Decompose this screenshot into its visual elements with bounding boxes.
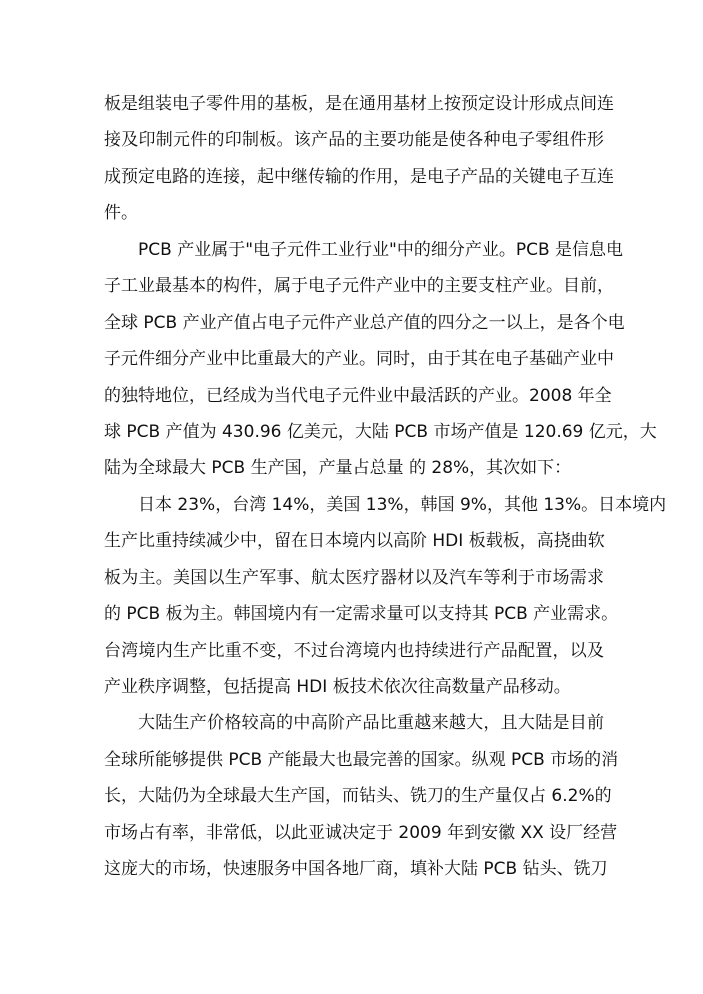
paragraph-3-line-1: 日本 23%，台湾 14%，美国 13%，韩国 9%，其他 13%。日本境内 bbox=[138, 494, 667, 515]
paragraph-4-line-2: 全球所能够提供 PCB 产能最大也最完善的国家。纵观 PCB 市场的消 bbox=[104, 749, 619, 770]
paragraph-2-line-3: 全球 PCB 产业产值占电子元件产业总产值的四分之一以上，是各个电 bbox=[104, 312, 625, 333]
paragraph-4-line-3: 长，大陆仍为全球最大生产国，而钻头、铣刀的生产量仅占 6.2%的 bbox=[104, 786, 612, 807]
paragraph-4-line-1: 大陆生产价格较高的中高阶产品比重越来越大，且大陆是目前 bbox=[138, 713, 604, 734]
paragraph-2-line-5: 的独特地位，已经成为当代电子元件业中最活跃的产业。2008 年全 bbox=[104, 385, 612, 406]
paragraph-4-line-5: 这庞大的市场，快速服务中国各地厂商，填补大陆 PCB 钻头、铣刀 bbox=[104, 859, 608, 880]
paragraph-1-line-4: 件。 bbox=[104, 203, 138, 224]
document-body bbox=[104, 86, 667, 888]
paragraph-1-line-3: 成预定电路的连接，起中继传输的作用，是电子产品的关键电子互连 bbox=[104, 166, 614, 187]
paragraph-3-line-5: 台湾境内生产比重不变，不过台湾境内也持续进行产品配置，以及 bbox=[104, 640, 604, 661]
paragraph-1-line-2: 接及印制元件的印制板。该产品的主要功能是使各种电子零组件形 bbox=[104, 130, 604, 151]
paragraph-2-line-2: 子工业最基本的构件，属于电子元件产业中的主要支柱产业。目前， bbox=[104, 276, 614, 297]
paragraph-3-line-3: 板为主。美国以生产军事、航太医疗器材以及汽车等利于市场需求 bbox=[104, 567, 604, 588]
paragraph-2-line-4: 子元件细分产业中比重最大的产业。同时，由于其在电子基础产业中 bbox=[104, 349, 614, 370]
paragraph-3-line-6: 产业秩序调整，包括提高 HDI 板技术依次往高数量产品移动。 bbox=[104, 677, 571, 697]
paragraph-2-line-6: 球 PCB 产值为 430.96 亿美元，大陆 PCB 市场产值是 120.69 亿元，大 bbox=[104, 421, 657, 442]
paragraph-1-line-1: 板是组装电子零件用的基板，是在通用基材上按预定设计形成点间连 bbox=[104, 94, 614, 114]
paragraph-3-line-4: 的 PCB 板为主。韩国境内有一定需求量可以支持其 PCB 产业需求。 bbox=[104, 604, 619, 625]
paragraph-4-line-4: 市场占有率，非常低，以此亚诚决定于 2009 年到安徽 XX 设厂经营 bbox=[104, 822, 618, 843]
paragraph-2-line-7: 陆为全球最大 PCB 生产国，产量占总量 的 28%，其次如下： bbox=[104, 458, 572, 479]
paragraph-2-line-1: PCB 产业属于"电子元件工业行业"中的细分产业。PCB 是信息电 bbox=[138, 239, 624, 260]
paragraph-3-line-2: 生产比重持续减少中，留在日本境内以高阶 HDI 板载板，高挠曲软 bbox=[104, 531, 605, 552]
